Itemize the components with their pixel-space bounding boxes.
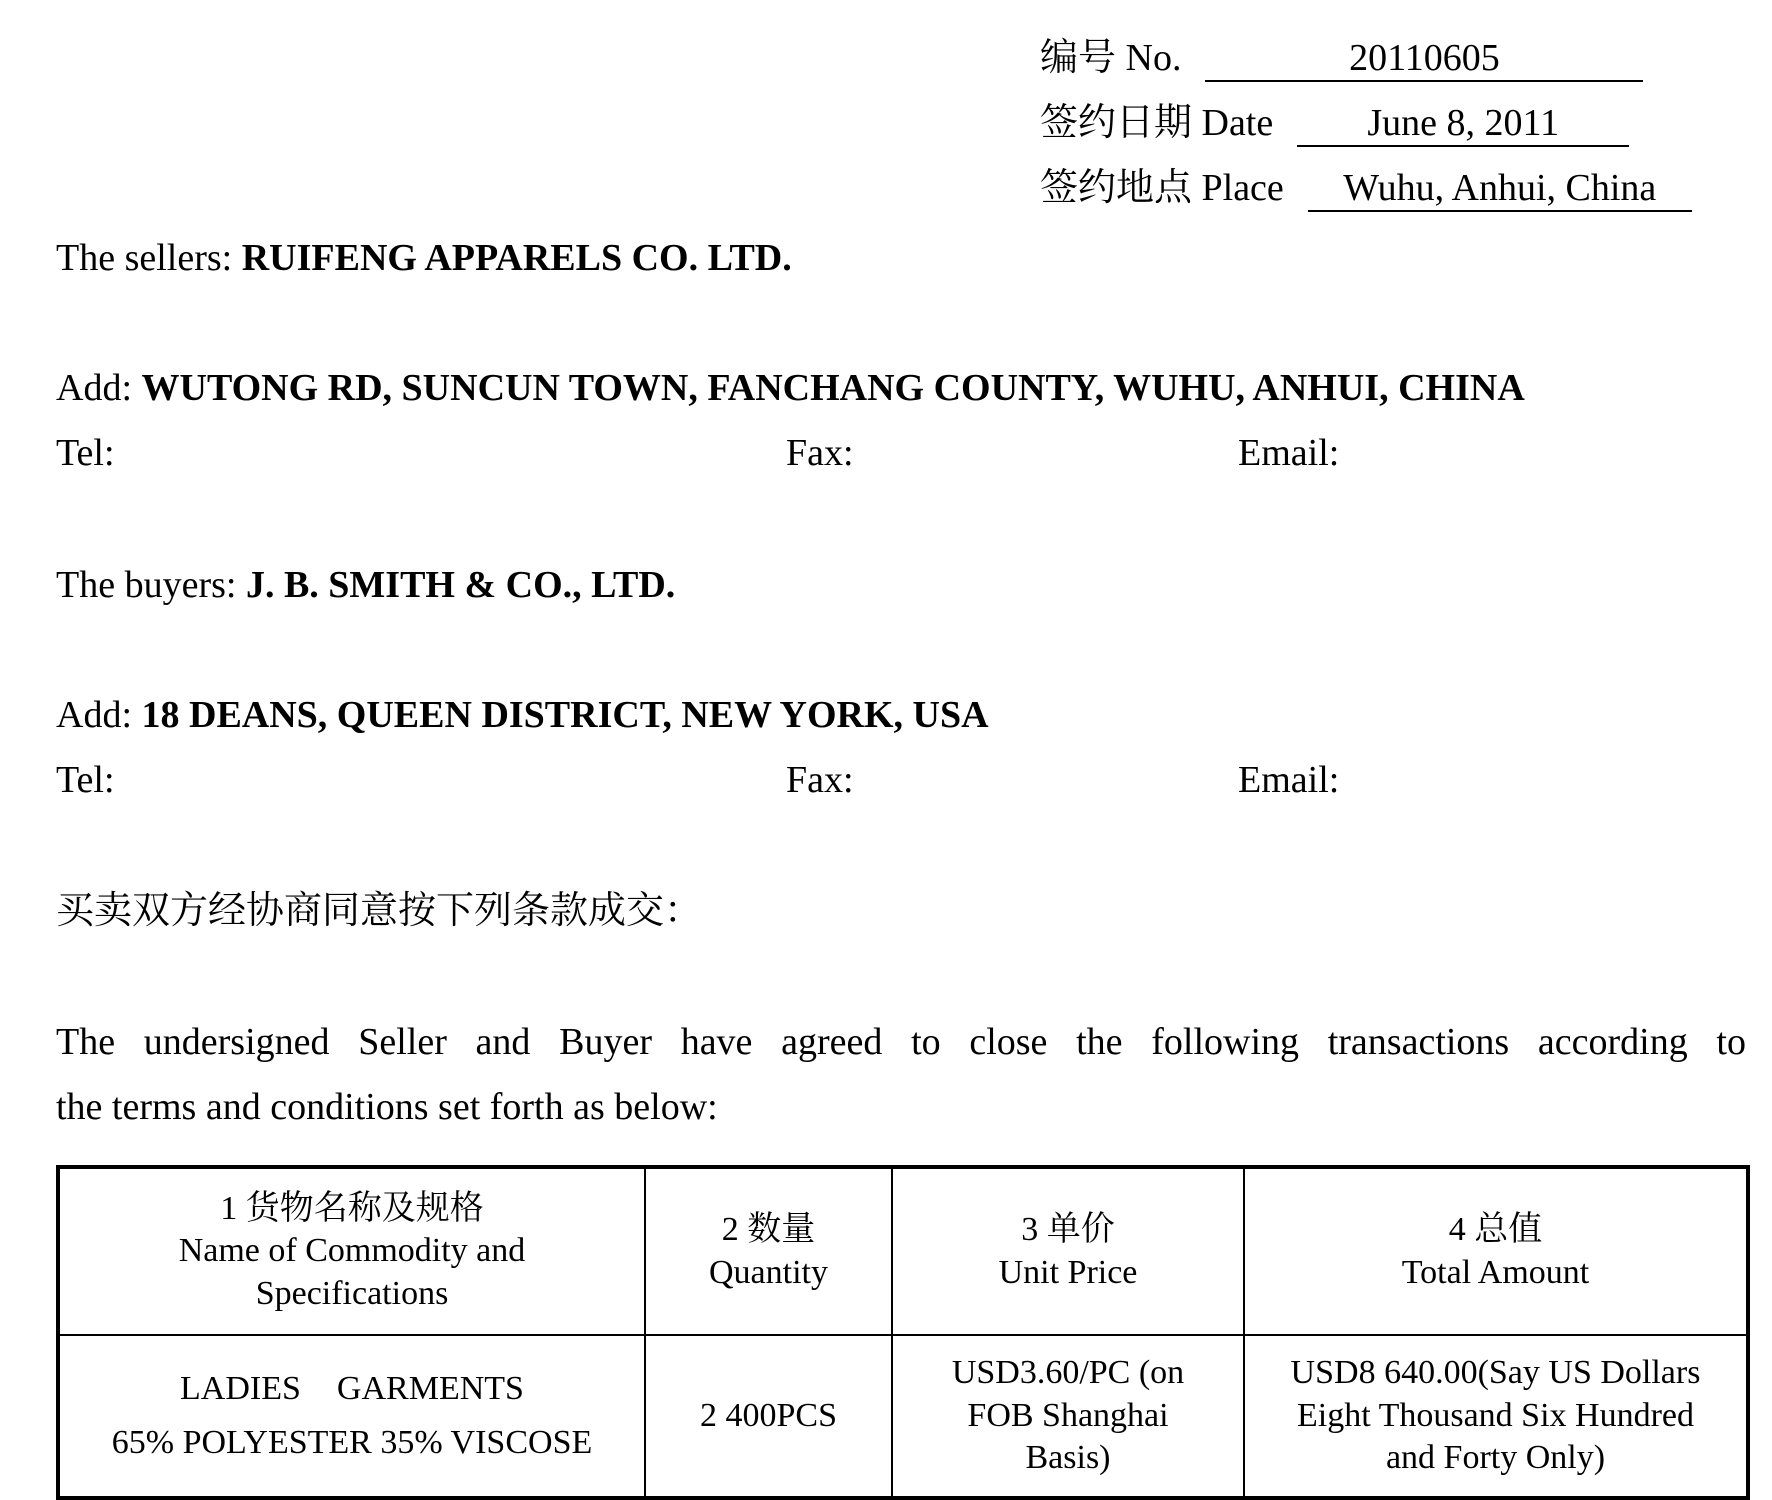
buyer-label: The buyers: <box>56 564 246 606</box>
buyer-address-label: Add: <box>56 694 142 736</box>
buyer-address: 18 DEANS, QUEEN DISTRICT, NEW YORK, USA <box>141 694 989 736</box>
seller-line <box>56 236 792 282</box>
contract-number-value: 20110605 <box>1205 38 1643 82</box>
cell-commodity <box>58 1335 645 1498</box>
total-amount-line2: Eight Thousand Six Hundred <box>1297 1396 1694 1434</box>
header-commodity-en1: Name of Commodity and <box>178 1232 526 1270</box>
seller-address: WUTONG RD, SUNCUN TOWN, FANCHANG COUNTY, WUHU, ANHUI, CHINA <box>141 367 1525 409</box>
contract-date-label: 签约日期 Date <box>1040 102 1274 144</box>
buyer-name: J. B. SMITH & CO., LTD. <box>245 564 676 606</box>
seller-email-label: Email: <box>1238 432 1340 474</box>
commodity-line1 <box>70 1362 634 1416</box>
header-commodity-cn: 1 货物名称及规格 <box>220 1189 484 1227</box>
commodity-part1: LADIES <box>180 1369 301 1407</box>
header-commodity <box>58 1167 645 1335</box>
header-total-amount <box>1244 1167 1748 1335</box>
contract-place-row <box>1040 166 1692 212</box>
cell-quantity: 2 400PCS <box>645 1335 892 1498</box>
header-unit-price <box>892 1167 1244 1335</box>
buyer-tel-label: Tel: <box>56 759 115 801</box>
seller-address-line <box>56 366 1525 412</box>
seller-address-label: Add: <box>56 367 142 409</box>
header-commodity-en2: Specifications <box>255 1274 449 1312</box>
contract-date-row <box>1040 101 1629 147</box>
buyer-email-label: Email: <box>1238 759 1340 801</box>
header-unit-price-en: Unit Price <box>998 1253 1138 1291</box>
seller-fax-label: Fax: <box>786 432 854 474</box>
seller-tel-label: Tel: <box>56 432 115 474</box>
unit-price-line3: Basis) <box>1025 1439 1111 1477</box>
header-total-amount-en: Total Amount <box>1401 1253 1590 1291</box>
commodity-part2: GARMENTS <box>336 1369 524 1407</box>
contract-date-value: June 8, 2011 <box>1297 103 1629 147</box>
goods-table <box>56 1165 1750 1500</box>
unit-price-line2: FOB Shanghai <box>967 1396 1169 1434</box>
contract-place-label: 签约地点 Place <box>1040 167 1284 209</box>
unit-price-line1: USD3.60/PC (on <box>951 1354 1185 1392</box>
table-row <box>58 1335 1748 1498</box>
seller-name: RUIFENG APPARELS CO. LTD. <box>241 237 792 279</box>
table-header-row <box>58 1167 1748 1335</box>
contract-number-row <box>1040 36 1643 82</box>
contract-place-value: Wuhu, Anhui, China <box>1308 168 1692 212</box>
header-total-amount-cn: 4 总值 <box>1448 1211 1543 1248</box>
header-quantity <box>645 1167 892 1335</box>
commodity-line2: 65% POLYESTER 35% VISCOSE <box>111 1424 593 1461</box>
buyer-line <box>56 563 675 609</box>
header-quantity-cn: 2 数量 <box>721 1211 816 1248</box>
buyer-fax-label: Fax: <box>786 759 854 801</box>
agreement-chinese: 买卖双方经协商同意按下列条款成交： <box>56 890 703 932</box>
cell-total-amount <box>1244 1335 1748 1498</box>
buyer-address-line <box>56 693 989 739</box>
cell-unit-price <box>892 1335 1244 1498</box>
agreement-english-line1: The undersigned Seller and Buyer have agreed to close the following transactions according to <box>56 1021 1746 1063</box>
total-amount-line3: and Forty Only) <box>1385 1439 1606 1477</box>
agreement-english-line2: the terms and conditions set forth as below: <box>56 1086 718 1128</box>
contract-number-label: 编号 No. <box>1040 37 1182 79</box>
seller-label: The sellers: <box>56 237 242 279</box>
header-unit-price-cn: 3 单价 <box>1021 1211 1115 1248</box>
total-amount-line1: USD8 640.00(Say US Dollars <box>1290 1354 1701 1392</box>
header-quantity-en: Quantity <box>709 1253 828 1291</box>
